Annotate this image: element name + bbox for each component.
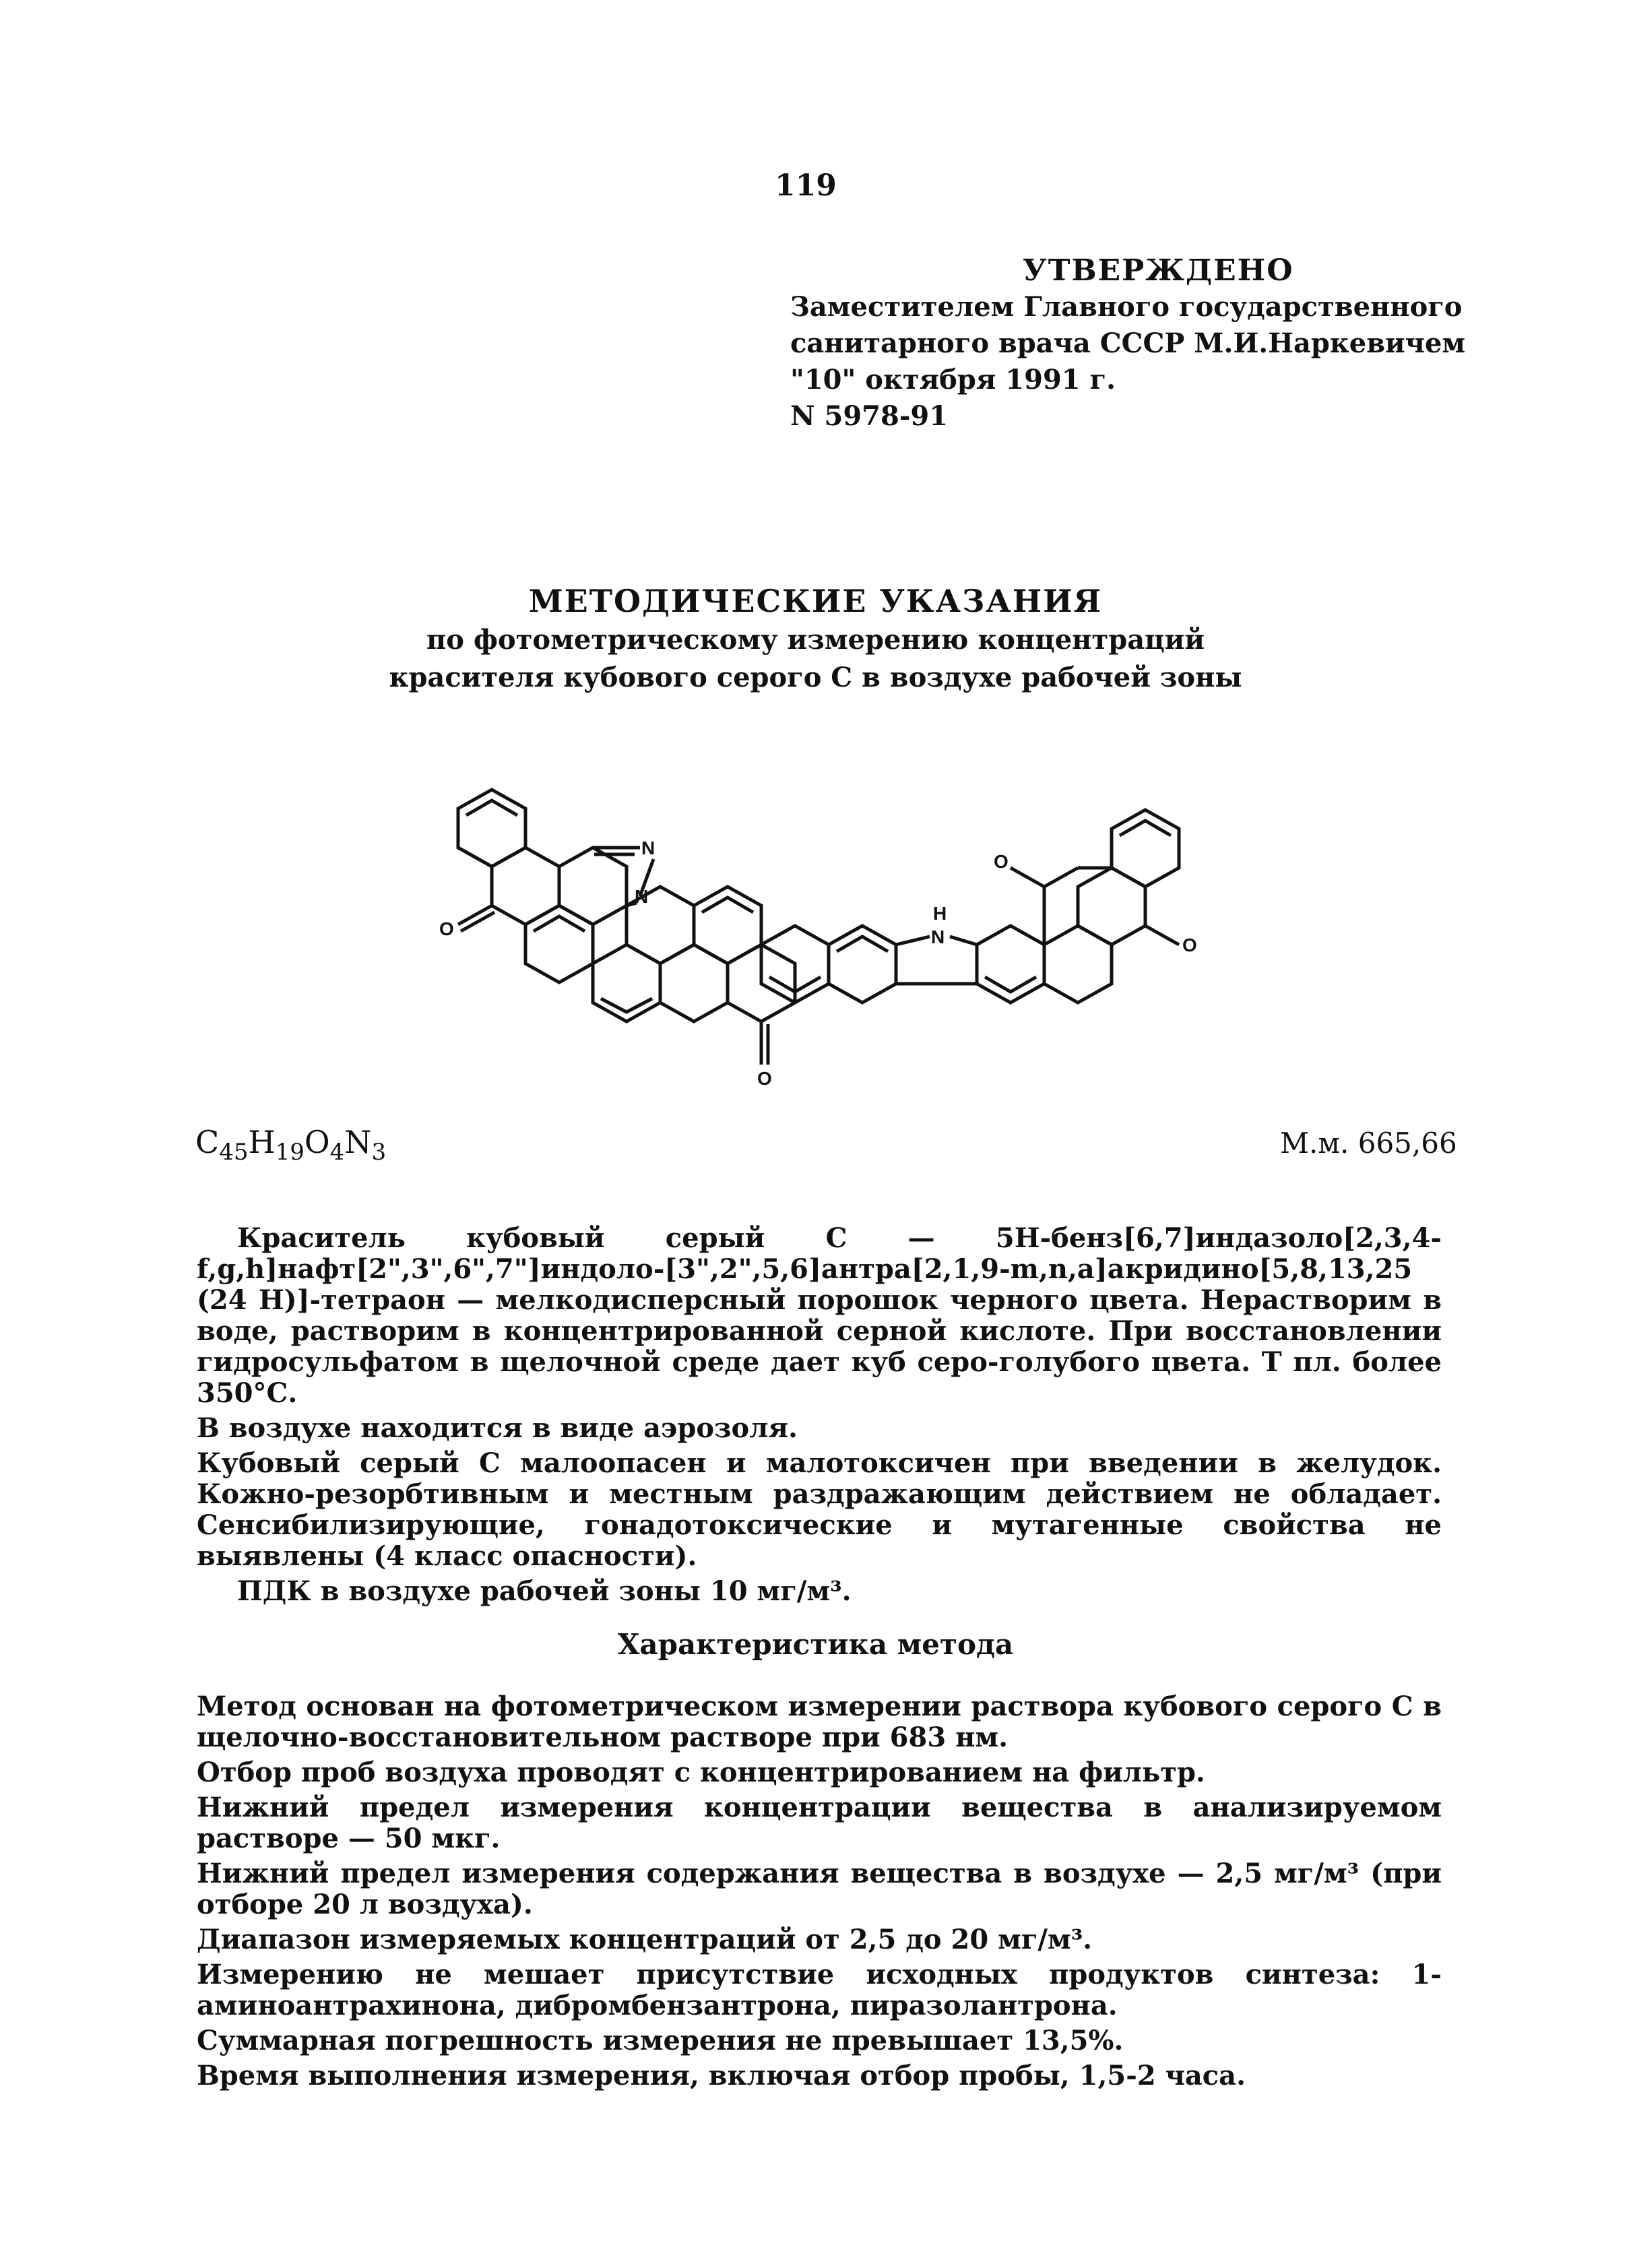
section-title: Характеристика метода (617, 1628, 1014, 1661)
paragraph: Время выполнения измерения, включая отбор пробы, 1,5-2 часа. (197, 2060, 1246, 2091)
title-line: красителя кубового серого С в воздухе рабочей зоны (389, 662, 1242, 693)
approval-line: Заместителем Главного государственного (790, 291, 1463, 323)
atom-label-h: H (933, 903, 947, 924)
bond (1011, 868, 1044, 887)
title-line: МЕТОДИЧЕСКИЕ УКАЗАНИЯ (528, 583, 1103, 619)
molar-mass: М.м. 665,66 (1280, 1127, 1457, 1160)
chemical-structure (418, 775, 1199, 1125)
paragraph: Краситель кубовый серый С — 5Н-бенз[6,7]индазоло[2,3,4-f,g,h]нафт[2",3",6",7"]индоло-[3",2",5,6]антра[2,1,9-m,n,a]акридино[5,8,13,25 (24 Н)]-тетраон — мелкодисперсный порошок черного цвета. Нерастворим в воде, растворим в концентрированной серной кислоте. При восстановлении гидросульфатом в щелочной среде дает куб серо-голубого цвета. Т пл. более 350°С. (197, 1222, 1442, 1409)
paragraph: Суммарная погрешность измерения не превышает 13,5%. (197, 2025, 1124, 2056)
approval-line: "10" октября 1991 г. (790, 364, 1116, 396)
method-section (197, 1691, 1442, 2096)
bond (950, 937, 977, 945)
approval-line: N 5978-91 (790, 400, 949, 432)
ring-inner (702, 897, 753, 912)
paragraph: Нижний предел измерения содержания вещества в воздухе — 2,5 мг/м³ (при отборе 20 л воздуха). (197, 1858, 1442, 1920)
ring-inner (985, 977, 1036, 992)
paragraph: Метод основан на фотометрическом измерении раствора кубового серого С в щелочно-восстановительном растворе при 683 нм. (197, 1691, 1442, 1753)
page-number: 119 (775, 168, 837, 203)
title-line: по фотометрическому измерению концентраций (426, 624, 1205, 656)
paragraph: Кубовый серый С малоопасен и малотоксичен при введении в желудок. Кожно-резорбтивным и местным раздражающим действием не обладает. Сенсибилизирующие, гонадотоксические и мутагенные свойства не выявлены (4 класс опасности). (197, 1447, 1442, 1572)
paragraph: Отбор проб воздуха проводят с концентрированием на фильтр. (197, 1757, 1205, 1788)
atom-label-o: O (757, 1068, 772, 1089)
bond (1044, 868, 1078, 887)
ring-inner (1120, 821, 1171, 836)
paragraph: Нижний предел измерения концентрации вещества в анализируемом растворе — 50 мкг. (197, 1792, 1442, 1854)
paragraph: Измерению не мешает присутствие исходных продуктов синтеза: 1-аминоантрахинона, дибромбензантрона, пиразолантрона. (197, 1959, 1442, 2021)
ring-inner (837, 937, 888, 951)
approval-block (790, 253, 1465, 435)
bond (1145, 926, 1179, 945)
bond (458, 848, 492, 867)
approval-line: санитарного врача СССР М.И.Наркевичем (790, 327, 1466, 359)
molecular-formula: $C_{45}H_{19}O_4N_3$ (195, 1124, 387, 1166)
approval-heading: УТВЕРЖДЕНО (1023, 253, 1294, 288)
atom-label-n: N (931, 926, 945, 947)
ring-inner (466, 800, 517, 815)
atom-label-n: N (641, 838, 655, 858)
document-title (0, 581, 1631, 697)
atom-label-n: N (635, 886, 649, 907)
atom-label-o: O (439, 918, 454, 939)
ring (660, 945, 728, 1021)
atom-label-o: O (994, 851, 1009, 872)
description-section (197, 1223, 1442, 1611)
bond (896, 937, 930, 945)
atom-label-o: O (1182, 935, 1197, 955)
paragraph: В воздухе находится в виде аэрозоля. (197, 1412, 798, 1444)
paragraph: ПДК в воздухе рабочей зоны 10 мг/м³. (237, 1575, 852, 1607)
ring-inner (534, 916, 585, 931)
paragraph: Диапазон измеряемых концентраций от 2,5 до 20 мг/м³. (197, 1924, 1093, 1955)
